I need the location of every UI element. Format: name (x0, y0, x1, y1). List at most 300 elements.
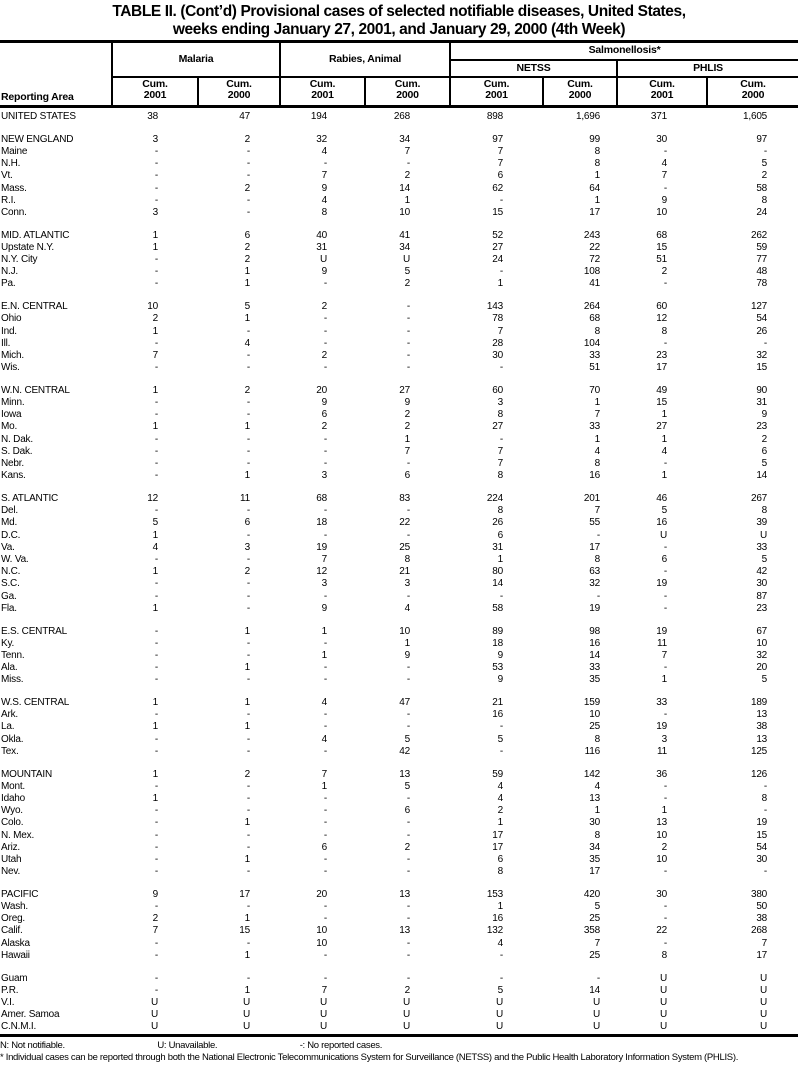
value-cell: 90 (756, 384, 768, 396)
area-cell: W.S. CENTRAL (1, 697, 70, 709)
value-cell: 11 (657, 745, 668, 757)
value-cell: 31 (316, 241, 328, 253)
value-cell: 7 (321, 170, 328, 182)
value-cell: 14 (589, 984, 601, 996)
value-cell: U (150, 1021, 158, 1033)
value-cell: - (406, 817, 411, 829)
value-cell: 39 (756, 517, 768, 529)
value-cell: - (246, 349, 251, 361)
value-cell: - (323, 362, 328, 374)
value-cell: 1,605 (743, 111, 768, 122)
value-cell: U (495, 1021, 504, 1033)
value-cell: - (663, 541, 668, 553)
table-row (0, 746, 798, 758)
value-cell: 1 (404, 433, 411, 445)
area-cell: Idaho (1, 792, 26, 804)
value-cell: 34 (589, 841, 601, 853)
value-cell: 8 (497, 505, 504, 517)
area-cell: MID. ATLANTIC (1, 229, 70, 241)
value-cell: 4 (404, 602, 411, 614)
table-title (0, 0, 798, 38)
value-cell: 1 (244, 913, 251, 925)
value-cell: 2 (244, 384, 251, 396)
value-cell: 2 (321, 421, 328, 433)
table-row (0, 254, 798, 266)
value-cell: 1 (152, 384, 158, 396)
value-cell: - (154, 337, 158, 349)
area-cell: Wash. (1, 901, 28, 913)
value-cell: - (663, 937, 668, 949)
value-cell: - (406, 913, 411, 925)
value-cell: 7 (321, 984, 328, 996)
value-cell: - (323, 313, 328, 325)
value-cell: - (499, 590, 504, 602)
value-cell: U (760, 984, 768, 996)
cum-2000-header-malaria: Cum. 2000 (198, 77, 280, 107)
value-cell: 1 (594, 170, 601, 182)
area-cell: R.I. (1, 194, 16, 206)
value-cell: 13 (399, 925, 411, 937)
area-cell: Minn. (1, 397, 25, 409)
area-cell: Vt. (1, 170, 13, 182)
netss-subgroup-header: NETSS (450, 60, 617, 77)
value-cell: - (663, 792, 668, 804)
value-cell: 28 (492, 337, 504, 349)
table-row (0, 709, 798, 721)
value-cell: - (246, 733, 251, 745)
value-cell: 26 (756, 325, 768, 337)
value-cell: 6 (761, 445, 768, 457)
legend-unavailable: U: Unavailable. (157, 1039, 218, 1051)
value-cell: - (246, 409, 251, 421)
value-cell: 83 (399, 492, 411, 504)
value-cell: - (663, 337, 668, 349)
table-row (0, 266, 798, 278)
spacer-cell (0, 687, 798, 698)
value-cell: 264 (583, 301, 601, 313)
value-cell: 4 (594, 780, 601, 792)
value-cell: 9 (497, 649, 504, 661)
value-cell: - (663, 458, 668, 470)
value-cell: 78 (756, 278, 768, 290)
value-cell: 1 (497, 278, 504, 290)
area-cell: N. Dak. (1, 433, 33, 445)
value-cell: 30 (756, 853, 768, 865)
area-cell: Ind. (1, 325, 17, 337)
value-cell: - (499, 433, 504, 445)
value-cell: 52 (492, 229, 504, 241)
value-cell: - (154, 158, 158, 170)
value-cell: - (246, 866, 251, 878)
value-cell: 1 (661, 470, 668, 482)
value-cell: U (242, 997, 251, 1008)
value-cell: 3 (321, 470, 328, 482)
value-cell: 32 (589, 578, 601, 590)
cum-2000-header-rabies: Cum. 2000 (365, 77, 450, 107)
value-cell: U (495, 1009, 504, 1021)
value-cell: - (154, 445, 158, 457)
table-row (0, 207, 798, 219)
table-row (0, 530, 798, 542)
value-cell: - (154, 625, 158, 637)
value-cell: 59 (492, 768, 504, 780)
value-cell: 6 (661, 554, 668, 565)
header-row-cumulative (0, 77, 798, 107)
value-cell: - (154, 170, 158, 182)
value-cell: - (323, 866, 328, 878)
legend-no-reported-cases: -: No reported cases. (299, 1039, 383, 1051)
value-cell: 10 (656, 853, 668, 865)
value-cell: - (154, 590, 158, 602)
value-cell: - (763, 805, 768, 817)
value-cell: 8 (661, 325, 668, 337)
value-cell: 15 (656, 397, 668, 409)
value-cell: - (246, 397, 251, 409)
value-cell: 9 (321, 182, 328, 194)
value-cell: 108 (583, 266, 601, 278)
value-cell: - (406, 337, 411, 349)
value-cell: 8 (497, 470, 504, 482)
value-cell: 1 (244, 984, 251, 996)
value-cell: 59 (756, 241, 768, 253)
value-cell: 10 (147, 301, 158, 313)
value-cell: U (319, 997, 328, 1008)
area-cell: Ariz. (1, 841, 21, 853)
value-cell: 224 (486, 492, 504, 504)
value-cell: 116 (584, 745, 601, 757)
value-cell: - (154, 829, 158, 841)
spacer-cell (0, 123, 798, 134)
value-cell: - (246, 792, 251, 804)
value-cell: 17 (756, 949, 768, 961)
value-cell: - (246, 206, 251, 218)
value-cell: 6 (497, 529, 504, 541)
value-cell: - (246, 637, 251, 649)
value-cell: 2 (321, 349, 328, 361)
value-cell: U (402, 997, 411, 1008)
value-cell: 1 (321, 625, 328, 637)
value-cell: - (406, 829, 411, 841)
value-cell: 8 (594, 829, 601, 841)
value-cell: - (246, 554, 251, 565)
table-row (0, 650, 798, 662)
table-row (0, 938, 798, 950)
value-cell: 21 (492, 697, 504, 709)
value-cell: 15 (656, 241, 668, 253)
value-cell: 22 (589, 241, 601, 253)
area-cell: Mich. (1, 349, 24, 361)
value-cell: 18 (316, 517, 328, 529)
value-cell: 30 (589, 817, 601, 829)
value-cell: U (150, 1009, 158, 1021)
value-cell: - (406, 709, 411, 721)
value-cell: 8 (594, 158, 601, 170)
value-cell: 33 (756, 541, 768, 553)
area-cell: Miss. (1, 674, 24, 686)
value-cell: - (323, 709, 328, 721)
cum-2001-header-rabies: Cum. 2001 (280, 77, 365, 107)
area-cell: Mont. (1, 780, 26, 792)
value-cell: 9 (404, 649, 411, 661)
table-title-line-2: weeks ending January 27, 2001, and January 29, 2000 (4th Week) (172, 20, 626, 38)
table-row (0, 889, 798, 901)
table-row (0, 146, 798, 158)
value-cell: 1 (661, 433, 668, 445)
value-cell: - (246, 325, 251, 337)
value-cell: 12 (147, 492, 158, 504)
section-spacer (0, 878, 798, 889)
value-cell: U (659, 972, 668, 984)
value-cell: 1 (244, 949, 251, 961)
value-cell: - (246, 972, 251, 984)
value-cell: 4 (321, 145, 328, 157)
value-cell: 33 (656, 697, 668, 709)
value-cell: U (760, 997, 768, 1008)
area-cell: Maine (1, 145, 28, 157)
value-cell: U (760, 529, 768, 541)
value-cell: U (319, 254, 328, 266)
value-cell: - (154, 145, 158, 157)
value-cell: - (246, 445, 251, 457)
value-cell: 68 (316, 492, 328, 504)
table-row (0, 385, 798, 397)
value-cell: 26 (492, 517, 504, 529)
value-cell: 2 (152, 313, 158, 325)
area-cell: Wis. (1, 362, 20, 374)
value-cell: 7 (497, 325, 504, 337)
value-cell: 30 (756, 578, 768, 590)
value-cell: 4 (497, 937, 504, 949)
value-cell: - (246, 674, 251, 686)
value-cell: 380 (750, 888, 768, 900)
value-cell: 30 (492, 349, 504, 361)
value-cell: - (154, 901, 158, 913)
area-cell: La. (1, 721, 15, 733)
value-cell: - (246, 602, 251, 614)
value-cell: 153 (486, 888, 504, 900)
value-cell: 11 (657, 637, 668, 649)
area-cell: UNITED STATES (1, 111, 76, 122)
value-cell: 7 (152, 349, 158, 361)
value-cell: - (246, 145, 251, 157)
value-cell: - (499, 266, 504, 278)
table-row (0, 925, 798, 937)
cum-2001-header-netss: Cum. 2001 (450, 77, 543, 107)
value-cell: 17 (589, 206, 601, 218)
spacer-cell (0, 291, 798, 302)
value-cell: 1 (244, 817, 251, 829)
area-cell: Guam (1, 972, 28, 984)
table-row (0, 458, 798, 470)
value-cell: 3 (244, 541, 251, 553)
value-cell: 60 (492, 384, 504, 396)
value-cell: 17 (492, 841, 504, 853)
spacer-cell (0, 758, 798, 769)
value-cell: 2 (761, 170, 768, 182)
area-cell: Del. (1, 505, 18, 517)
table-row (0, 542, 798, 554)
value-cell: 7 (661, 170, 668, 182)
value-cell: 10 (399, 625, 411, 637)
area-cell: Ala. (1, 662, 18, 674)
value-cell: 2 (244, 182, 251, 194)
spacer-cell (0, 482, 798, 493)
value-cell: 51 (656, 254, 668, 266)
value-cell: 16 (656, 517, 668, 529)
section-spacer (0, 615, 798, 626)
value-cell: 20 (316, 384, 328, 396)
area-cell: N.H. (1, 158, 21, 170)
value-cell: 19 (656, 625, 668, 637)
section-spacer (0, 219, 798, 230)
section-spacer (0, 374, 798, 385)
area-cell: C.N.M.I. (1, 1021, 37, 1033)
value-cell: 5 (761, 554, 768, 565)
value-cell: 5 (404, 780, 411, 792)
salmonellosis-group-header: Salmonellosis* (450, 42, 798, 60)
table-row (0, 195, 798, 207)
value-cell: 8 (594, 554, 601, 565)
table-row (0, 242, 798, 254)
value-cell: 2 (244, 768, 251, 780)
value-cell: U (242, 1009, 251, 1021)
table-row (0, 866, 798, 878)
table-row (0, 578, 798, 590)
value-cell: - (154, 709, 158, 721)
value-cell: - (596, 529, 601, 541)
value-cell: U (659, 1021, 668, 1033)
value-cell: 6 (497, 853, 504, 865)
value-cell: 10 (316, 937, 328, 949)
value-cell: 268 (393, 111, 411, 122)
table-row (0, 1009, 798, 1021)
table-row (0, 830, 798, 842)
value-cell: 267 (750, 492, 768, 504)
value-cell: - (154, 362, 158, 374)
area-cell: Wyo. (1, 805, 23, 817)
value-cell: - (323, 590, 328, 602)
value-cell: - (246, 362, 251, 374)
value-cell: - (246, 780, 251, 792)
value-cell: - (406, 590, 411, 602)
value-cell: 2 (244, 566, 251, 578)
value-cell: 3 (661, 733, 668, 745)
value-cell: U (592, 1009, 601, 1021)
area-cell: E.S. CENTRAL (1, 625, 67, 637)
table-row (0, 434, 798, 446)
value-cell: 38 (756, 721, 768, 733)
value-cell: 1 (152, 421, 158, 433)
value-cell: 7 (594, 937, 601, 949)
value-cell: 898 (486, 111, 504, 122)
rabies-animal-group-header: Rabies, Animal (280, 42, 450, 77)
value-cell: 20 (316, 888, 328, 900)
value-cell: 36 (656, 768, 668, 780)
value-cell: - (406, 325, 411, 337)
value-cell: - (499, 362, 504, 374)
value-cell: U (402, 1009, 411, 1021)
value-cell: - (663, 182, 668, 194)
value-cell: 159 (583, 697, 601, 709)
area-cell: MOUNTAIN (1, 768, 52, 780)
table-row (0, 446, 798, 458)
value-cell: 9 (404, 397, 411, 409)
value-cell: - (663, 662, 668, 674)
value-cell: 25 (589, 949, 601, 961)
value-cell: 1 (244, 313, 251, 325)
value-cell: 1 (152, 325, 158, 337)
value-cell: 14 (492, 578, 504, 590)
value-cell: 7 (497, 445, 504, 457)
value-cell: 15 (756, 829, 768, 841)
cum-2000-header-phlis: Cum. 2000 (707, 77, 798, 107)
value-cell: U (659, 1009, 668, 1021)
table-row (0, 517, 798, 529)
value-cell: 5 (497, 733, 504, 745)
value-cell: 5 (404, 733, 411, 745)
value-cell: 4 (152, 541, 158, 553)
value-cell: U (242, 1021, 251, 1033)
table-row (0, 421, 798, 433)
malaria-group-header: Malaria (112, 42, 280, 77)
value-cell: 33 (589, 662, 601, 674)
value-cell: - (406, 301, 411, 313)
area-cell: Nev. (1, 866, 21, 878)
section-spacer (0, 291, 798, 302)
value-cell: 5 (152, 517, 158, 529)
value-cell: - (499, 721, 504, 733)
area-cell: Amer. Samoa (1, 1009, 60, 1021)
value-cell: 1 (152, 229, 158, 241)
value-cell: 16 (492, 709, 504, 721)
area-cell: N.C. (1, 566, 21, 578)
value-cell: - (246, 458, 251, 470)
value-cell: - (663, 780, 668, 792)
value-cell: - (246, 433, 251, 445)
value-cell: - (154, 254, 158, 266)
value-cell: 7 (321, 768, 328, 780)
area-cell: Upstate N.Y. (1, 241, 55, 253)
value-cell: 2 (497, 805, 504, 817)
value-cell: 20 (756, 662, 768, 674)
value-cell: 2 (661, 841, 668, 853)
value-cell: 1 (661, 805, 668, 817)
value-cell: 16 (589, 470, 601, 482)
value-cell: - (154, 409, 158, 421)
section-spacer (0, 687, 798, 698)
value-cell: 68 (589, 313, 601, 325)
value-cell: 1 (152, 792, 158, 804)
value-cell: - (763, 780, 768, 792)
cum-2001-header-malaria: Cum. 2001 (112, 77, 198, 107)
value-cell: - (246, 709, 251, 721)
value-cell: 6 (321, 409, 328, 421)
spacer-cell (0, 878, 798, 889)
value-cell: 31 (492, 541, 504, 553)
value-cell: 2 (404, 841, 411, 853)
value-cell: - (154, 637, 158, 649)
area-cell: Calif. (1, 925, 23, 937)
value-cell: U (659, 529, 668, 541)
value-cell: 42 (399, 745, 411, 757)
value-cell: - (246, 901, 251, 913)
reporting-area-header: Reporting Area (0, 42, 112, 107)
value-cell: - (406, 901, 411, 913)
value-cell: 49 (656, 384, 668, 396)
area-cell: Ill. (1, 337, 11, 349)
value-cell: 8 (321, 206, 328, 218)
value-cell: 2 (244, 133, 251, 145)
